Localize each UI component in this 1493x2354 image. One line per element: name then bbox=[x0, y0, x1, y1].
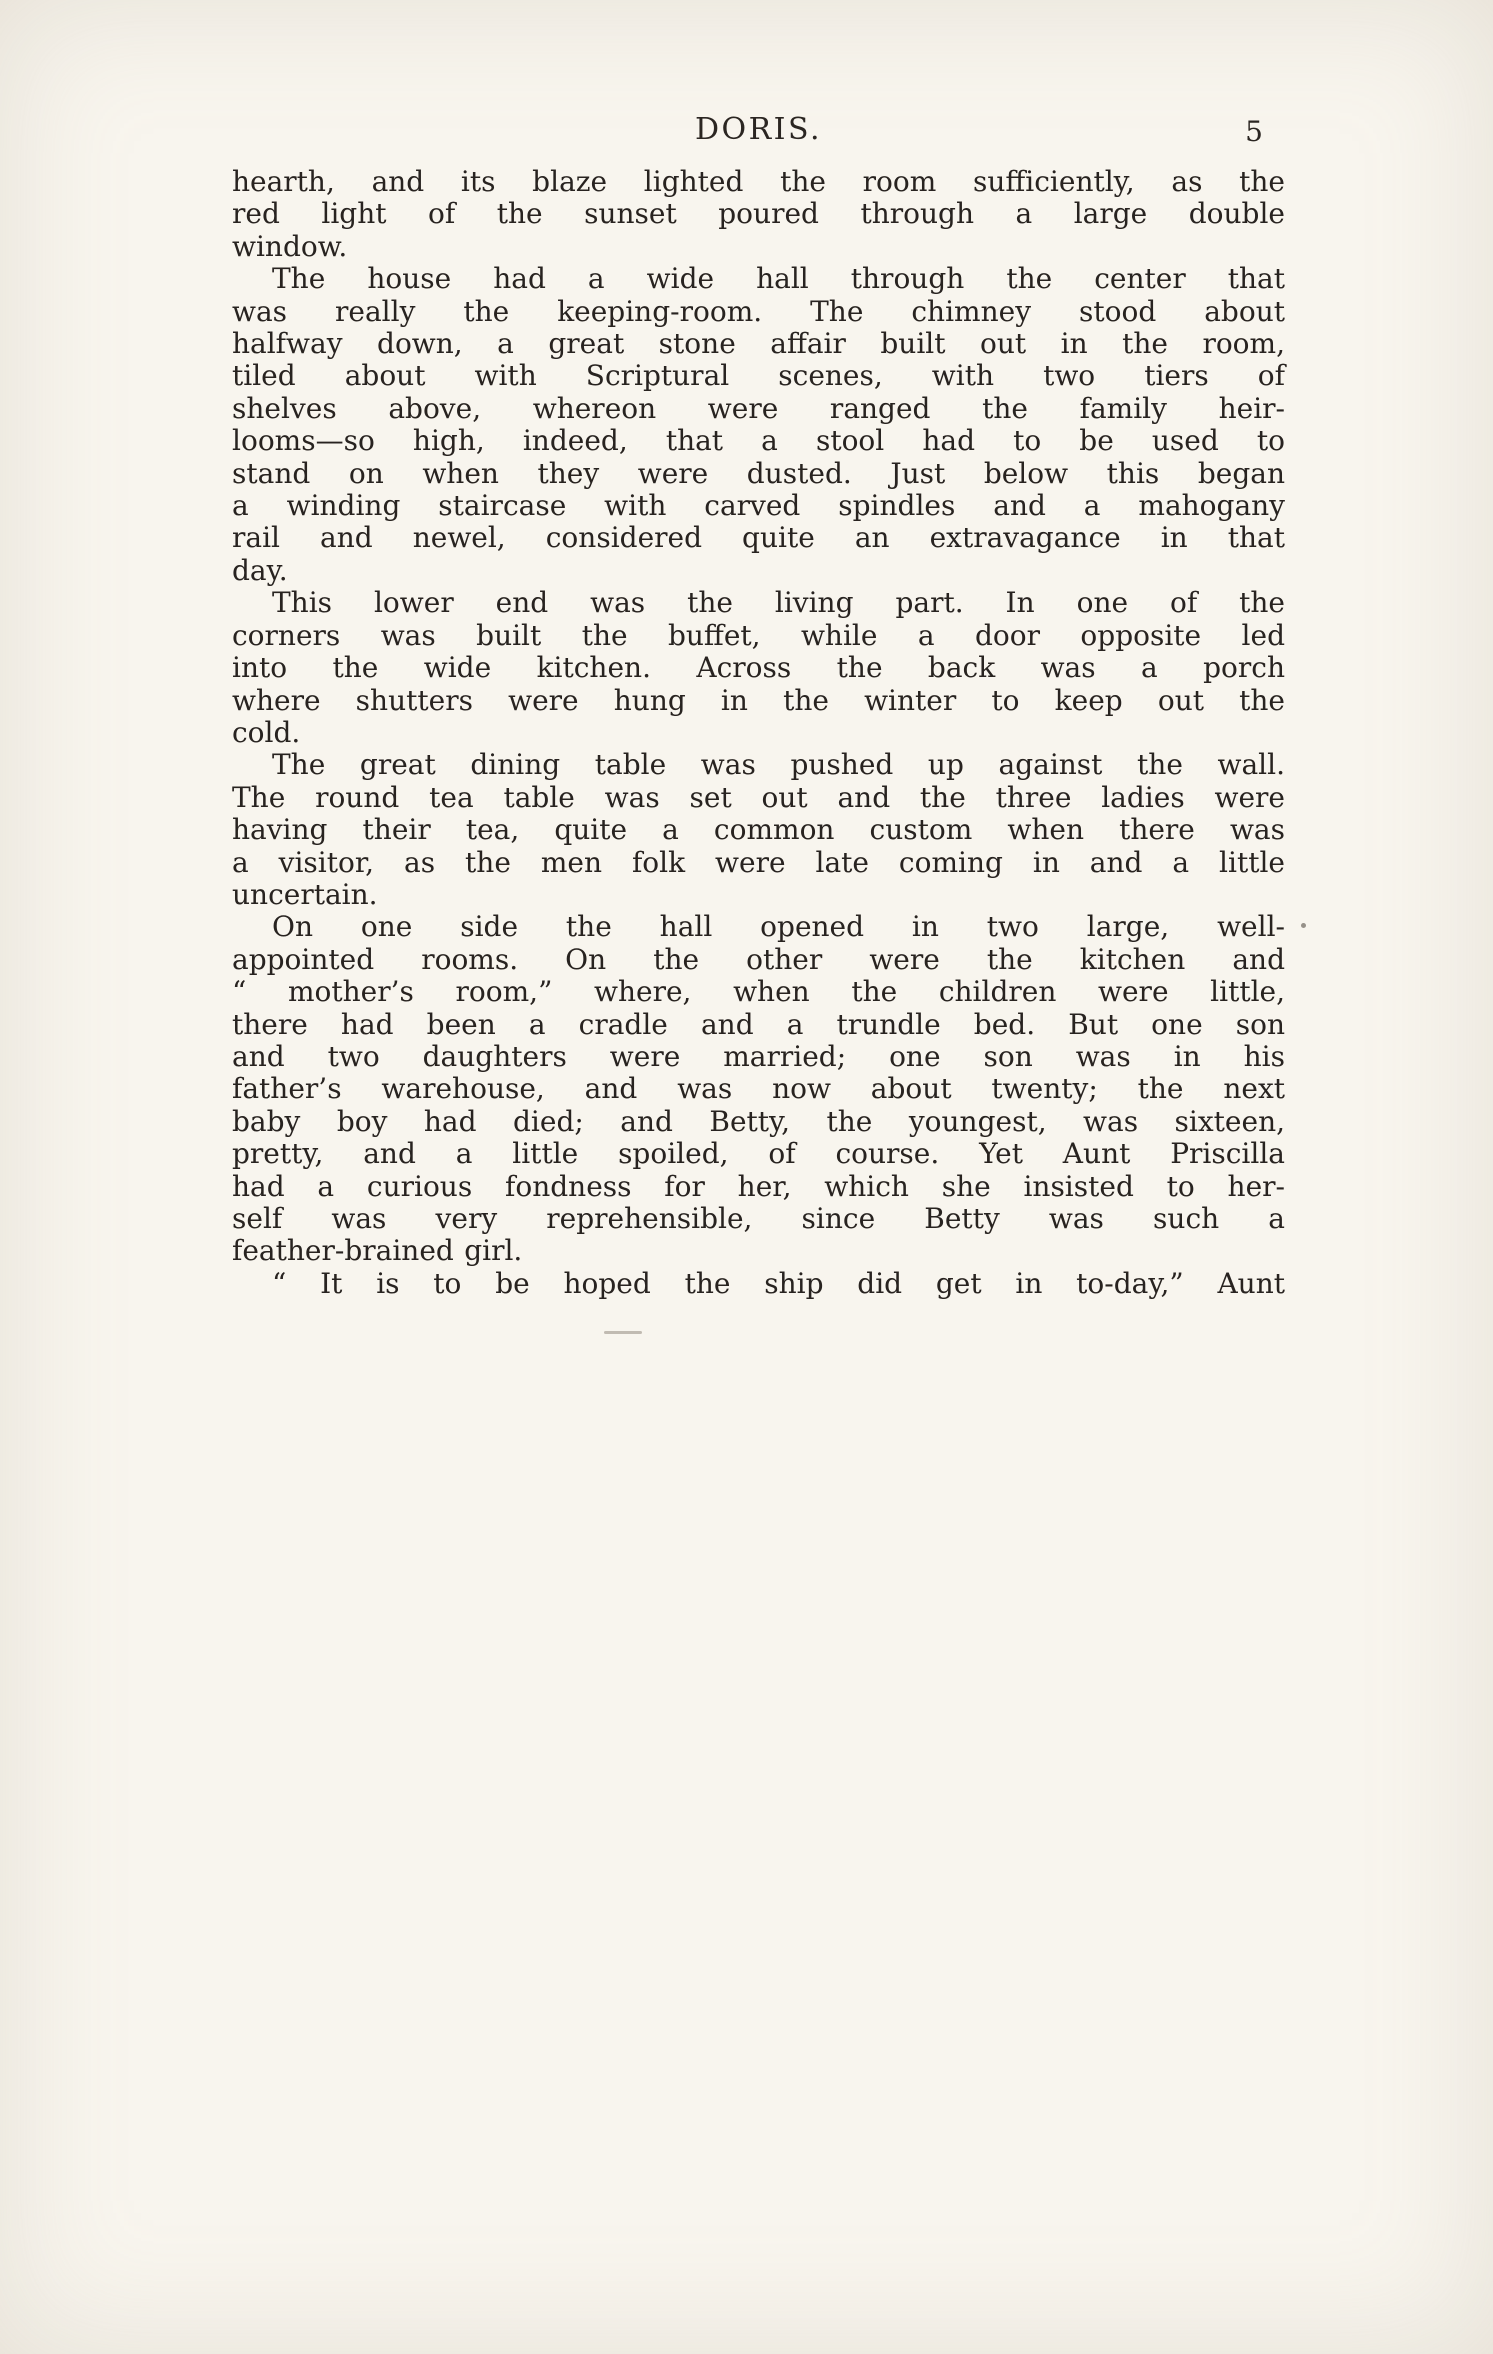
text-line: This lower end was the living part. In one of the bbox=[272, 586, 1285, 620]
paragraph bbox=[232, 166, 1285, 263]
text-line: pretty, and a little spoiled, of course. Yet Aunt Priscilla bbox=[232, 1137, 1285, 1171]
text-line: there had been a cradle and a trundle bed. But one son bbox=[232, 1007, 1285, 1041]
text-line: “ It is to be hoped the ship did get in to-day,” Aunt bbox=[272, 1266, 1285, 1300]
text-line: hearth, and its blaze lighted the room sufficiently, as the bbox=[232, 165, 1285, 198]
text-line: stand on when they were dusted. Just below this began bbox=[232, 456, 1285, 490]
text-line: The great dining table was pushed up against the wall. bbox=[272, 748, 1285, 782]
paragraph bbox=[232, 587, 1285, 749]
paragraph bbox=[232, 1268, 1285, 1300]
text-line: The round tea table was set out and the three ladies were bbox=[232, 780, 1285, 814]
text-line: uncertain. bbox=[232, 877, 378, 911]
text-line: On one side the hall opened in two large, well- bbox=[272, 910, 1285, 944]
text-line: father’s warehouse, and was now about twenty; the next bbox=[232, 1072, 1285, 1106]
text-line: and two daughters were married; one son was in his bbox=[232, 1039, 1285, 1073]
page-header bbox=[232, 112, 1285, 154]
text-line: a visitor, as the men folk were late coming in and a little bbox=[232, 845, 1285, 879]
text-line: cold. bbox=[232, 715, 301, 749]
text-line: halfway down, a great stone affair built out in the room, bbox=[232, 327, 1285, 361]
text-line: looms—so high, indeed, that a stool had to be used to bbox=[232, 424, 1285, 458]
text-line: “ mother’s room,” where, when the children were little, bbox=[232, 975, 1285, 1009]
paragraph bbox=[232, 911, 1285, 1267]
text-line: having their tea, quite a common custom when there was bbox=[232, 813, 1285, 847]
text-line: self was very reprehensible, since Betty was such a bbox=[232, 1202, 1285, 1235]
page-number: 5 bbox=[1245, 115, 1263, 148]
paragraph bbox=[232, 749, 1285, 911]
text-line: day. bbox=[232, 553, 288, 587]
text-line: was really the keeping-room. The chimney stood about bbox=[232, 294, 1285, 328]
scan-artifact-dot bbox=[1301, 923, 1306, 928]
text-line: where shutters were hung in the winter to keep out the bbox=[232, 683, 1285, 717]
paragraph bbox=[232, 263, 1285, 587]
text-line: The house had a wide hall through the center that bbox=[272, 262, 1285, 296]
scan-artifact-dash bbox=[604, 1331, 642, 1334]
text-line: had a curious fondness for her, which she insisted to her- bbox=[232, 1169, 1285, 1203]
text-line: tiled about with Scriptural scenes, with two tiers of bbox=[232, 359, 1285, 393]
text-line: shelves above, whereon were ranged the family heir- bbox=[232, 391, 1285, 425]
text-line: window. bbox=[232, 229, 348, 263]
text-line: a winding staircase with carved spindles and a mahogany bbox=[232, 489, 1285, 523]
text-line: into the wide kitchen. Across the back was a porch bbox=[232, 651, 1285, 685]
text-line: baby boy had died; and Betty, the youngest, was sixteen, bbox=[232, 1104, 1285, 1138]
text-line: red light of the sunset poured through a large double bbox=[232, 197, 1285, 231]
text-line: feather-brained girl. bbox=[232, 1234, 523, 1268]
text-line: rail and newel, considered quite an extravagance in that bbox=[232, 521, 1285, 555]
body-text bbox=[232, 166, 1285, 1300]
text-line: corners was built the buffet, while a door opposite led bbox=[232, 618, 1285, 652]
text-line: appointed rooms. On the other were the kitchen and bbox=[232, 942, 1285, 976]
running-title: DORIS. bbox=[694, 112, 823, 147]
